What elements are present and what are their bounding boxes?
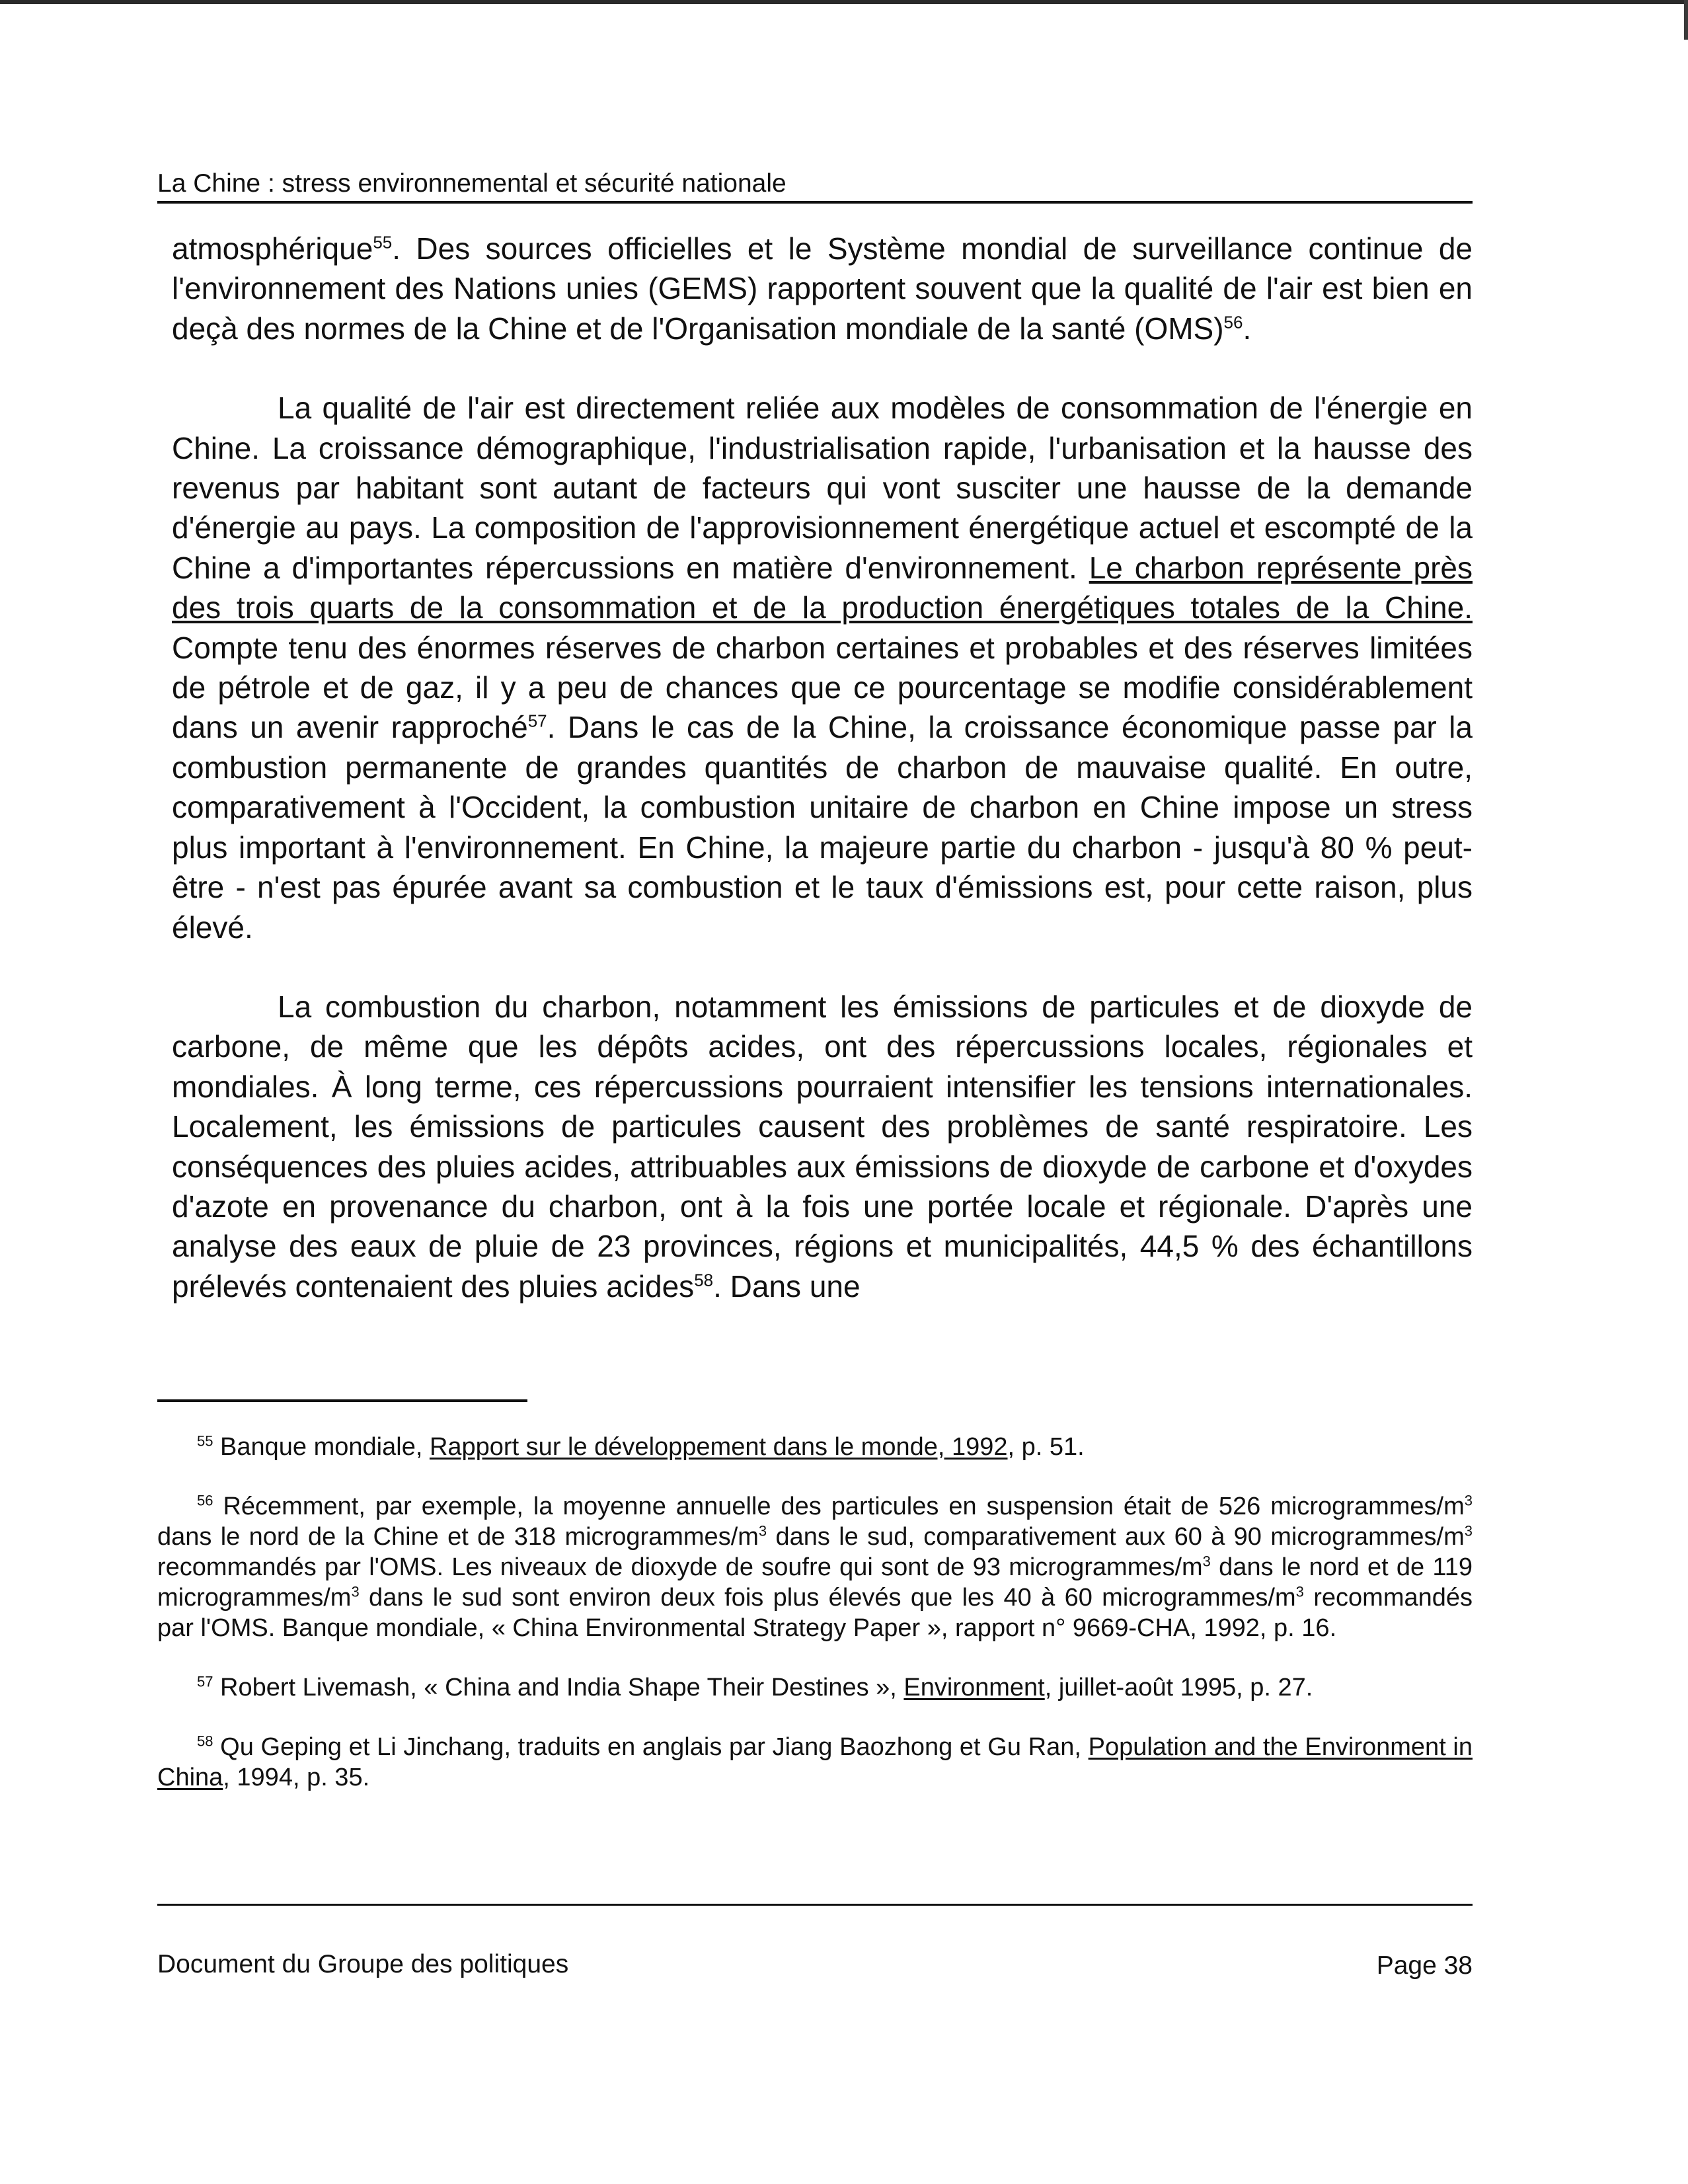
footnote-ref-56[interactable]: 56	[1223, 312, 1243, 332]
footnote-55-title: Rapport sur le développement dans le monde, 1992	[429, 1433, 1008, 1461]
body-text	[172, 229, 1473, 1346]
footer-rule	[157, 1904, 1473, 1906]
paragraph-2: La qualité de l'air est directement reliée aux modèles de consommation de l'énergie en Chine. La croissance démographique, l'industrialisation rapide, l'urbanisation et la hausse des revenus par habitant sont autant de facteurs qui vont susciter une hausse de la demande d'énergie au pays. La composition de l'approvisionnement énergétique actuel et escompté de la Chine a d'importantes répercussions en matière d'environnement. Le charbon représente près des trois quarts de la consommation et de la production énergétiques totales de la Chine. Compte tenu des énormes réserves de charbon certaines et probables et des réserves limitées de pétrole et de gaz, il y a peu de chances que ce pourcentage se modifie considérablement dans un avenir rapproché$^{57}$. Dans le cas de la Chine, la croissance économique passe par la combustion permanente de grandes quantités de charbon de mauvaise qualité. En outre, comparativement à l'Occident, la combustion unitaire de charbon en Chine impose un stress plus important à l'environnement. En Chine, la majeure partie du charbon - jusqu'à 80 % peut-être - n'est pas épurée avant sa combustion et le taux d'émissions est, pour cette raison, plus élevé.	[172, 391, 1473, 945]
header-rule	[157, 201, 1473, 204]
underlined-sentence: Le charbon représente près des trois quarts de la consommation et de la production énergétiques totales de la Chine.	[172, 550, 1473, 625]
footnote-ref-55[interactable]: 55	[373, 232, 393, 253]
paragraph-3: La combustion du charbon, notamment les émissions de particules et de dioxyde de carbone, de même que les dépôts acides, ont des répercussions locales, régionales et mondiales. À long terme, ces répercussions pourraient intensifier les tensions internationales. Localement, les émissions de particules causent des problèmes de santé respiratoire. Les conséquences des pluies acides, attribuables aux émissions de dioxyde de carbone et d'oxydes d'azote en provenance du charbon, ont à la fois une portée locale et régionale. D'après une analyse des eaux de pluie de 23 provinces, régions et municipalités, 44,5 % des échantillons prélevés contenaient des pluies acides$^{58}$. Dans une	[172, 989, 1473, 1304]
footnote-58: $^{58}$ Qu Geping et Li Jinchang, traduits en anglais par Jiang Baozhong et Gu Ran, Population and the Environment in China, 1994, p. 35.	[157, 1733, 1473, 1791]
footnote-57: $^{57}$ Robert Livemash, « China and India Shape Their Destines », Environment, juillet-août 1995, p. 27.	[197, 1673, 1313, 1701]
footnote-56: $^{56}$ Récemment, par exemple, la moyenne annuelle des particules en suspension était de 526 microgrammes/m$^3$ dans le nord de la Chine et de 318 microgrammes/m$^3$ dans le sud, comparativement aux 60 à 90 microgrammes/m$^3$ recommandés par l'OMS. Les niveaux de dioxyde de soufre qui sont de 93 microgrammes/m$^3$ dans le nord et de 119 microgrammes/m$^3$ dans le sud sont environ deux fois plus élevés que les 40 à 60 microgrammes/m$^3$ recommandés par l'OMS. Banque mondiale, « China Environmental Strategy Paper », rapport n° 9669-CHA, 1992, p. 16.	[157, 1492, 1473, 1642]
running-header: La Chine : stress environnemental et sécurité nationale	[157, 169, 786, 198]
footnotes	[157, 1432, 1473, 1822]
page-number: Page 38	[1376, 1951, 1473, 1980]
footnote-ref-57[interactable]: 57	[527, 711, 547, 732]
footer-document-name: Document du Groupe des politiques	[157, 1950, 569, 1978]
footnote-57-title: Environment	[903, 1674, 1045, 1701]
scan-edge-top	[0, 0, 1688, 4]
footnote-58-title: Population and the Environment in China	[157, 1733, 1473, 1791]
footnote-rule	[157, 1399, 527, 1402]
scan-edge-right	[1684, 0, 1688, 40]
footnote-55: $^{55}$ Banque mondiale, Rapport sur le développement dans le monde, 1992, p. 51.	[197, 1432, 1085, 1461]
footnote-ref-58[interactable]: 58	[694, 1270, 714, 1290]
paragraph-1: atmosphérique$^{55}$. Des sources officielles et le Système mondial de surveillance continue de l'environnement des Nations unies (GEMS) rapportent souvent que la qualité de l'air est bien en deçà des normes de la Chine et de l'Organisation mondiale de la santé (OMS)$^{56}$.	[172, 231, 1473, 346]
